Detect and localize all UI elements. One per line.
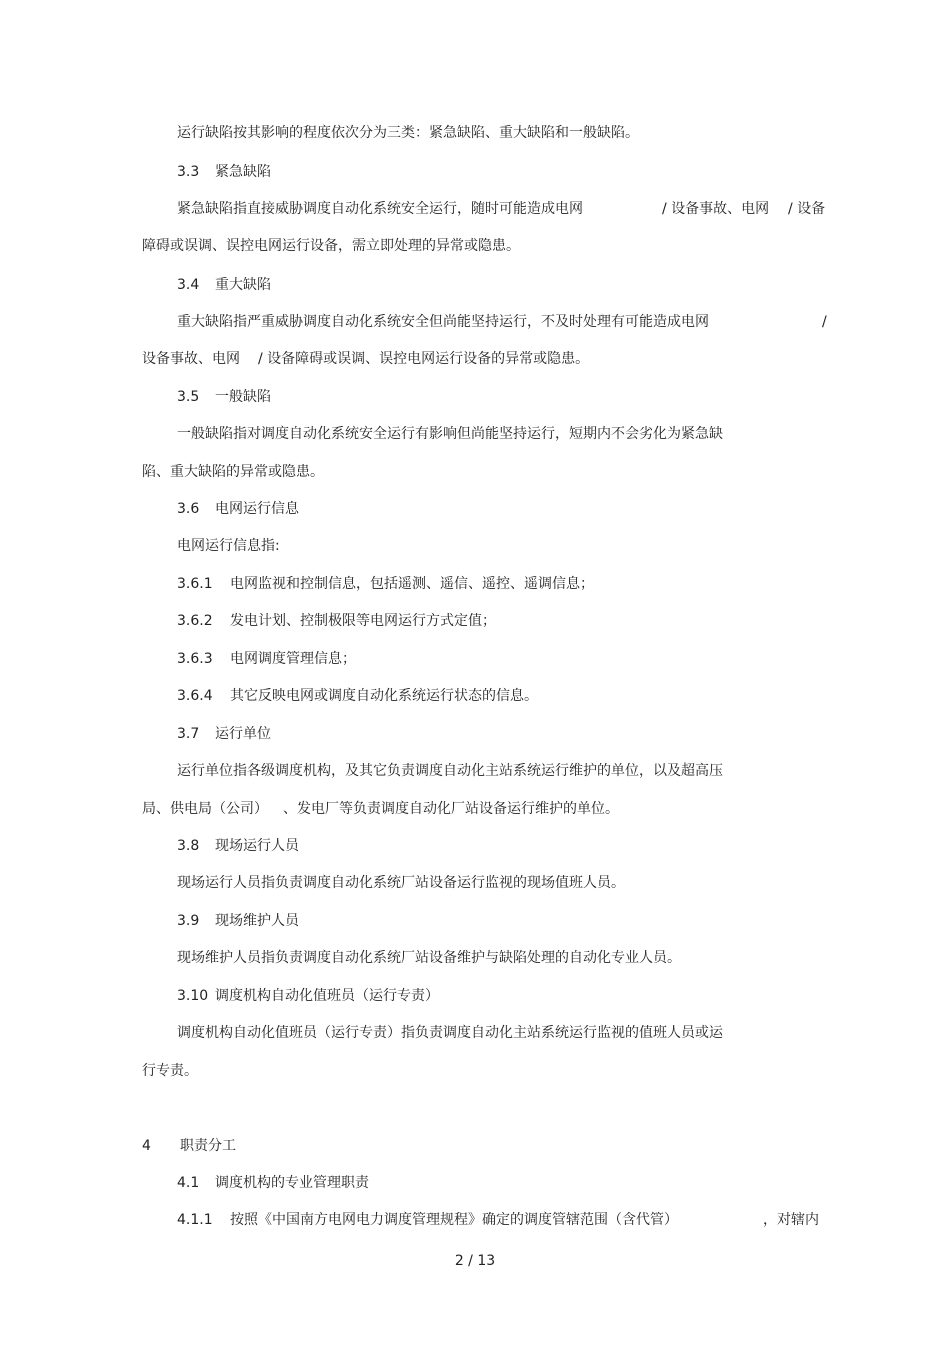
paragraph-line: 运行单位指各级调度机构，及其它负责调度自动化主站系统运行维护的单位，以及超高压 xyxy=(177,763,723,779)
text-segment: / 设备 xyxy=(788,201,826,217)
list-item-4-1-1 xyxy=(177,1211,678,1229)
chapter-heading-4 xyxy=(142,1137,236,1155)
section-number: 3.6 xyxy=(177,501,200,517)
text-segment: ，对辖内 xyxy=(763,1212,819,1228)
section-title: 调度机构的专业管理职责 xyxy=(215,1175,369,1191)
section-title: 紧急缺陷 xyxy=(215,164,271,180)
text-segment: 、发电厂等负责调度自动化厂站设备运行维护的单位。 xyxy=(283,801,619,817)
section-heading-3-10 xyxy=(177,987,439,1005)
paragraph-line: 现场维护人员指负责调度自动化系统厂站设备维护与缺陷处理的自动化专业人员。 xyxy=(177,950,681,966)
section-heading-3-8 xyxy=(177,837,299,855)
section-heading-3-6 xyxy=(177,500,299,518)
item-text: 按照《中国南方电网电力调度管理规程》确定的调度管辖范围（含代管） xyxy=(230,1212,678,1228)
section-title: 运行单位 xyxy=(215,726,271,742)
paragraph-line: 行专责。 xyxy=(142,1063,198,1079)
list-item-3-6-2 xyxy=(177,612,496,630)
section-heading-3-4 xyxy=(177,276,271,294)
chapter-number: 4 xyxy=(142,1138,151,1154)
item-number: 3.6.1 xyxy=(177,576,213,592)
list-item-3-6-1 xyxy=(177,575,594,593)
paragraph-line: 陷、重大缺陷的异常或隐患。 xyxy=(142,464,324,480)
section-title: 重大缺陷 xyxy=(215,277,271,293)
section-number: 3.4 xyxy=(177,277,200,293)
item-text: 发电计划、控制极限等电网运行方式定值； xyxy=(230,613,496,629)
section-number: 3.5 xyxy=(177,389,200,405)
section-heading-3-5 xyxy=(177,388,271,406)
paragraph-line xyxy=(177,200,583,218)
section-heading-4-1 xyxy=(177,1174,369,1192)
item-number: 3.6.2 xyxy=(177,613,213,629)
paragraph-line: 现场运行人员指负责调度自动化系统厂站设备运行监视的现场值班人员。 xyxy=(177,875,625,891)
section-title: 调度机构自动化值班员（运行专责） xyxy=(215,988,439,1004)
list-item-3-6-3 xyxy=(177,650,356,668)
item-number: 3.6.4 xyxy=(177,688,213,704)
section-number: 3.3 xyxy=(177,164,200,180)
section-title: 现场运行人员 xyxy=(215,838,299,854)
list-item-3-6-4 xyxy=(177,687,538,705)
section-number: 3.8 xyxy=(177,838,200,854)
section-heading-3-9 xyxy=(177,912,299,930)
text-segment: 紧急缺陷指直接威胁调度自动化系统安全运行，随时可能造成电网 xyxy=(177,201,583,217)
text-segment: / 设备事故、电网 xyxy=(662,201,770,217)
item-number: 3.6.3 xyxy=(177,651,213,667)
chapter-title: 职责分工 xyxy=(180,1138,236,1154)
paragraph-line: 一般缺陷指对调度自动化系统安全运行有影响但尚能坚持运行，短期内不会劣化为紧急缺 xyxy=(177,426,723,442)
paragraph-line: 电网运行信息指: xyxy=(177,538,280,554)
page-number: 2 / 13 xyxy=(454,1253,496,1269)
text-segment: / xyxy=(822,314,827,330)
paragraph-line: 局、供电局（公司） xyxy=(142,801,268,817)
paragraph-line: 运行缺陷按其影响的程度依次分为三类：紧急缺陷、重大缺陷和一般缺陷。 xyxy=(177,125,639,141)
item-text: 电网监视和控制信息，包括遥测、遥信、遥控、遥调信息； xyxy=(230,576,594,592)
paragraph-line: 重大缺陷指严重威胁调度自动化系统安全但尚能坚持运行，不及时处理有可能造成电网 xyxy=(177,314,709,330)
item-text: 其它反映电网或调度自动化系统运行状态的信息。 xyxy=(230,688,538,704)
paragraph-line: 障碍或误调、误控电网运行设备，需立即处理的异常或隐患。 xyxy=(142,238,520,254)
section-number: 4.1 xyxy=(177,1175,200,1191)
paragraph-line: 设备事故、电网 xyxy=(142,351,240,367)
item-number: 4.1.1 xyxy=(177,1212,213,1228)
item-text: 电网调度管理信息； xyxy=(230,651,356,667)
section-title: 现场维护人员 xyxy=(215,913,299,929)
section-heading-3-7 xyxy=(177,725,271,743)
section-number: 3.7 xyxy=(177,726,200,742)
section-number: 3.10 xyxy=(177,988,209,1004)
paragraph-line: 调度机构自动化值班员（运行专责）指负责调度自动化主站系统运行监视的值班人员或运 xyxy=(177,1025,723,1041)
text-segment: / 设备障碍或误调、误控电网运行设备的异常或隐患。 xyxy=(258,351,590,367)
section-heading-3-3 xyxy=(177,163,271,181)
section-number: 3.9 xyxy=(177,913,200,929)
section-title: 电网运行信息 xyxy=(215,501,299,517)
section-title: 一般缺陷 xyxy=(215,389,271,405)
